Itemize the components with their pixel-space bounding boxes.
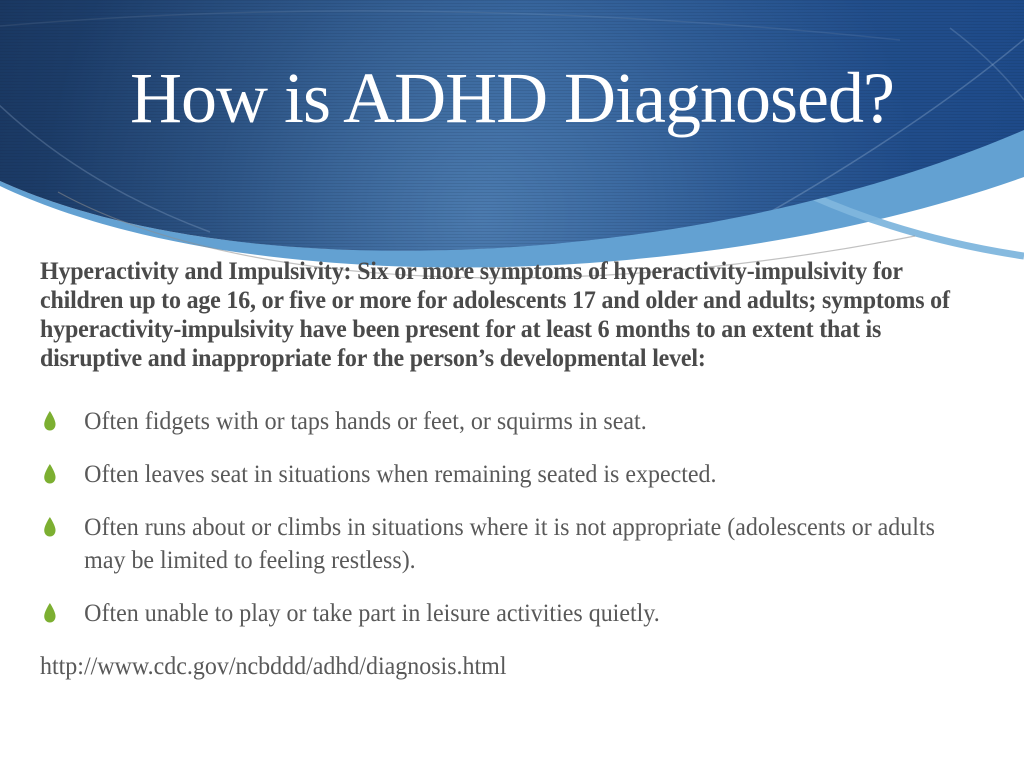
- droplet-icon: [43, 411, 57, 431]
- bullet-list: [40, 404, 966, 629]
- intro-paragraph: Hyperactivity and Impulsivity: Six or more symptoms of hyperactivity-impulsivity for children up to age 16, or five or more for adolescents 17 and older and adults; symptoms of hyperactivity-impulsivity have been present for at least 6 months to an extent that is disruptive and inappropriate for the person’s developmental level:: [40, 256, 950, 372]
- droplet-icon: [43, 517, 57, 537]
- list-item: [40, 596, 966, 629]
- list-item: [40, 404, 966, 437]
- slide-body: [40, 256, 966, 682]
- list-item: [40, 457, 966, 490]
- droplet-icon: [43, 464, 57, 484]
- bullet-text: Often unable to play or take part in leisure activities quietly.: [84, 598, 660, 627]
- bullet-text: Often runs about or climbs in situations where it is not appropriate (adolescents or adults may be limited to feeling restless).: [84, 512, 935, 574]
- bullet-text: Often leaves seat in situations when remaining seated is expected.: [84, 459, 717, 488]
- page-title: How is ADHD Diagnosed?: [130, 58, 894, 138]
- source-url: http://www.cdc.gov/ncbddd/adhd/diagnosis.html: [40, 651, 507, 680]
- bullet-text: Often fidgets with or taps hands or feet, or squirms in seat.: [84, 406, 647, 435]
- list-item: [40, 510, 966, 576]
- droplet-icon: [43, 603, 57, 623]
